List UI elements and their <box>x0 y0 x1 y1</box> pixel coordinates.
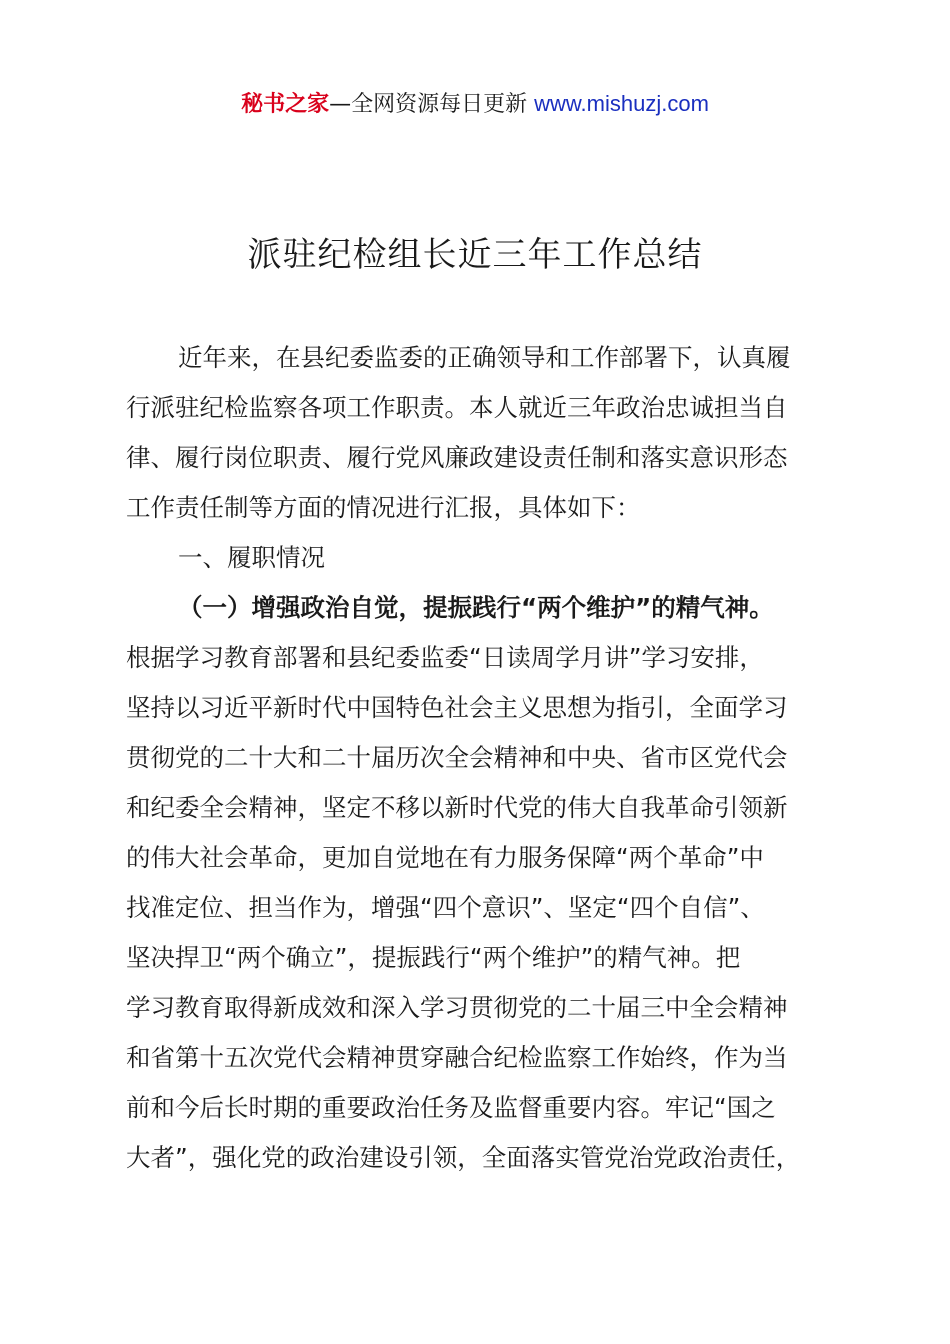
paragraph-line: 找准定位、担当作为，增强“四个意识”、坚定“四个自信”、 <box>126 893 765 922</box>
subsection-heading: （一）增强政治自觉，提振践行“两个维护”的精气神。 <box>178 593 774 622</box>
site-tagline: —全网资源每日更新 <box>329 92 535 117</box>
document-body <box>126 333 858 1183</box>
paragraph-line: 和纪委全会精神，坚定不移以新时代党的伟大自我革命引领新 <box>126 793 788 822</box>
site-url[interactable]: www.mishuzj.com <box>534 91 709 116</box>
paragraph-line: 的伟大社会革命，更加自觉地在有力服务保障“两个革命”中 <box>126 843 764 872</box>
paragraph-line: 近年来，在县纪委监委的正确领导和工作部署下，认真履 <box>178 343 791 372</box>
paragraph-line: 坚决捍卫“两个确立”，提振践行“两个维护”的精气神。把 <box>126 943 741 972</box>
paragraph-line: 根据学习教育部署和县纪委监委“日读周学月讲”学习安排， <box>126 643 764 672</box>
paragraph-line: 律、履行岗位职责、履行党风廉政建设责任制和落实意识形态 <box>126 443 788 472</box>
paragraph-line: 贯彻党的二十大和二十届历次全会精神和中央、省市区党代会 <box>126 743 788 772</box>
paragraph-line: 行派驻纪检监察各项工作职责。本人就近三年政治忠诚担当自 <box>126 393 788 422</box>
paragraph-line: 前和今后长时期的重要政治任务及监督重要内容。牢记“国之 <box>126 1093 776 1122</box>
document-title: 派驻纪检组长近三年工作总结 <box>247 235 703 275</box>
section-heading: 一、履职情况 <box>178 543 325 572</box>
paragraph-line: 大者”，强化党的政治建设引领，全面落实管党治党政治责任， <box>126 1143 801 1172</box>
paragraph-line: 工作责任制等方面的情况进行汇报，具体如下： <box>126 493 641 522</box>
paragraph-line: 坚持以习近平新时代中国特色社会主义思想为指引，全面学习 <box>126 693 788 722</box>
site-brand: 秘书之家 <box>241 92 330 117</box>
site-header <box>0 88 950 121</box>
paragraph-line: 学习教育取得新成效和深入学习贯彻党的二十届三中全会精神 <box>126 993 788 1022</box>
paragraph-line: 和省第十五次党代会精神贯穿融合纪检监察工作始终，作为当 <box>126 1043 788 1072</box>
